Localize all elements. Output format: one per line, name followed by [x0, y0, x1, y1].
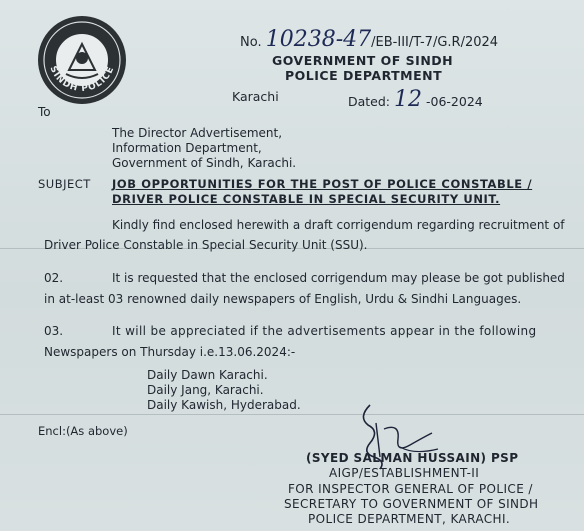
signatory-line: SECRETARY TO GOVERNMENT OF SINDH — [284, 497, 539, 511]
paragraph-3-line-2: Newspapers on Thursday i.e.13.06.2024:- — [44, 345, 296, 359]
subject-line: DRIVER POLICE CONSTABLE IN SPECIAL SECURITY UNIT. — [112, 192, 501, 206]
subject-line: JOB OPPORTUNITIES FOR THE POST OF POLICE CONSTABLE / — [112, 177, 533, 191]
signatory-line: POLICE DEPARTMENT, KARACHI. — [308, 512, 511, 526]
date-line — [348, 87, 483, 112]
paragraph-1-line-1: Kindly find enclosed herewith a draft corrigendum regarding recruitment of — [112, 218, 565, 232]
paragraph-1-line-2: Driver Police Constable in Special Security Unit (SSU). — [44, 238, 368, 252]
paragraph-3-number: 03. — [44, 324, 64, 338]
recipient-line: The Director Advertisement, — [112, 126, 283, 140]
dated-label: Dated: — [348, 94, 391, 109]
paragraph-3-line-1: It will be appreciated if the advertisements appear in the following — [112, 324, 537, 338]
government-heading: GOVERNMENT OF SINDH — [272, 53, 454, 68]
department-heading: POLICE DEPARTMENT — [285, 68, 443, 83]
reference-handwritten: 10238-47 — [265, 27, 372, 52]
reference-prefix: No. — [240, 35, 262, 50]
city-label: Karachi — [232, 89, 279, 104]
sindh-police-seal — [36, 14, 128, 106]
dated-suffix: -06-2024 — [426, 94, 483, 109]
signatory-name: (SYED SALMAN HUSSAIN) PSP — [306, 451, 519, 465]
paragraph-2-line-1: It is requested that the enclosed corrigendum may please be got published — [112, 271, 565, 285]
paragraph-2-line-2: in at-least 03 renowned daily newspapers of English, Urdu & Sindhi Languages. — [44, 292, 522, 306]
dated-handwritten: 12 — [394, 87, 423, 112]
to-label: To — [38, 105, 51, 119]
reference-number — [240, 27, 498, 52]
newspaper-item: Daily Kawish, Hyderabad. — [147, 398, 301, 412]
paper-crease — [0, 414, 584, 415]
paragraph-2-number: 02. — [44, 271, 64, 285]
signatory-designation: AIGP/ESTABLISHMENT-II — [329, 466, 480, 480]
newspaper-item: Daily Jang, Karachi. — [147, 383, 264, 397]
seal-text: SINDH POLICE — [47, 64, 117, 95]
reference-suffix: /EB-III/T-7/G.R/2024 — [371, 35, 499, 50]
enclosure-note: Encl:(As above) — [38, 424, 128, 438]
signatory-line: FOR INSPECTOR GENERAL OF POLICE / — [288, 482, 533, 496]
newspaper-item: Daily Dawn Karachi. — [147, 368, 268, 382]
recipient-line: Information Department, — [112, 141, 262, 155]
subject-label: SUBJECT — [38, 177, 91, 191]
recipient-line: Government of Sindh, Karachi. — [112, 156, 297, 170]
